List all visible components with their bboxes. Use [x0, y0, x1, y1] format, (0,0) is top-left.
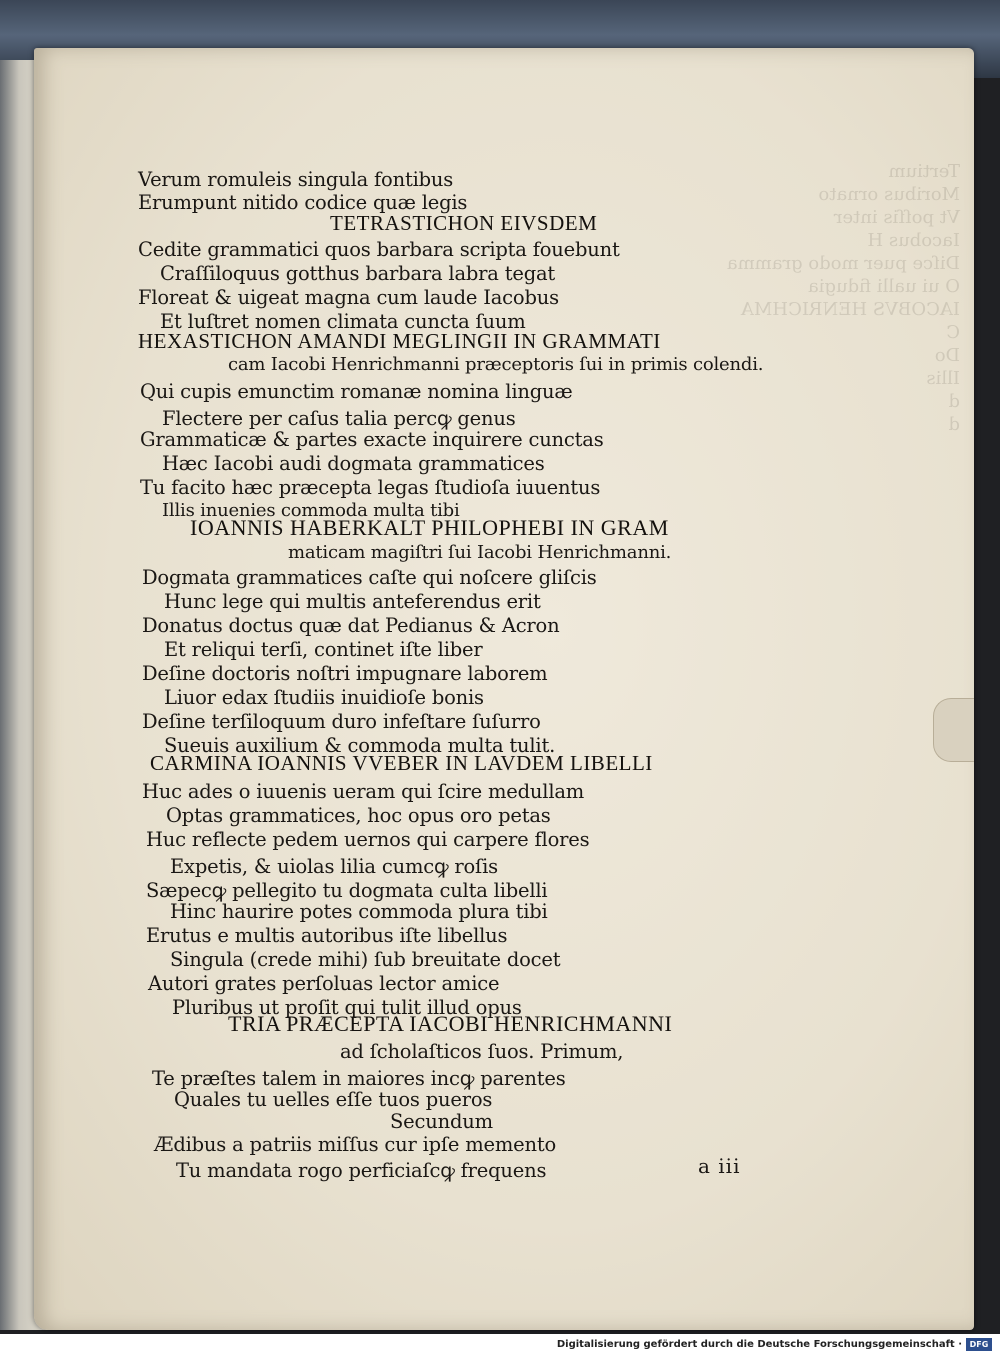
- verse-line: Sueuis auxilium & commoda multa tulit.: [164, 734, 556, 757]
- heading-continuation: ad ſcholaſticos ſuos. Primum,: [340, 1040, 624, 1063]
- subheading: Secundum: [390, 1110, 493, 1133]
- verse-line: Autori grates perſoluas lector amice: [148, 972, 500, 995]
- verse-line: Huc reflecte pedem uernos qui carpere flores: [146, 828, 590, 851]
- section-heading: TETRASTICHON EIVSDEM: [330, 211, 598, 235]
- verse-line: Et reliqui terſi, continet iſte liber: [164, 638, 483, 661]
- verse-line: Te præſtes talem in maiores incꝙ parentes: [152, 1067, 566, 1090]
- verse-line: Hæc Iacobi audi dogmata grammatices: [162, 452, 545, 475]
- verse-line: Hunc lege qui multis anteferendus erit: [164, 590, 541, 613]
- verse-line: Tu facito hæc præcepta legas ſtudioſa iuuentus: [140, 476, 601, 499]
- verse-line: Optas grammatices, hoc opus oro petas: [166, 804, 551, 827]
- verse-line: Donatus doctus quæ dat Pedianus & Acron: [142, 614, 560, 637]
- verse-line: Illis inuenies commoda multa tibi: [162, 500, 460, 521]
- verse-line: Ædibus a patriis miſſus cur ipſe memento: [154, 1133, 557, 1156]
- verse-line: Verum romuleis singula fontibus: [138, 168, 454, 191]
- verse-line: Expetis, & uiolas lilia cumcꝙ roſis: [170, 855, 498, 878]
- funding-credit: Digitalisierung gefördert durch die Deutsche Forschungsgemeinschaft ·: [556, 1339, 962, 1350]
- verse-line: Quales tu uelles eſſe tuos pueros: [174, 1088, 493, 1111]
- section-heading: HEXASTICHON AMANDI MEGLINGII IN GRAMMATI: [138, 329, 661, 353]
- section-heading: CARMINA IOANNIS VVEBER IN LAVDEM LIBELLI: [150, 751, 653, 775]
- verse-line: Erutus e multis autoribus iſte libellus: [146, 924, 508, 947]
- verse-line: Grammaticæ & partes exacte inquirere cunctas: [140, 428, 604, 451]
- section-heading: TRIA PRÆCEPTA IACOBI HENRICHMANNI: [228, 1011, 673, 1036]
- verse-line: Flectere per caſus talia percꝙ genus: [162, 407, 516, 430]
- verse-line: Huc ades o iuuenis ueram qui ſcire medullam: [142, 780, 585, 803]
- verse-line: Craſſiloquus gotthus barbara labra tegat: [160, 262, 556, 285]
- verse-line: Et luſtret nomen climata cuncta ſuum: [160, 310, 526, 333]
- verse-line: Hinc haurire potes commoda plura tibi: [170, 900, 548, 923]
- verse-line: Liuor edax ſtudiis inuidioſe bonis: [164, 686, 484, 709]
- dfg-logo: DFG: [966, 1338, 992, 1351]
- heading-continuation: maticam magiſtri ſui Iacobi Henrichmanni.: [288, 542, 672, 563]
- heading-continuation: cam Iacobi Henrichmanni præceptoris ſui in primis colendi.: [228, 354, 764, 375]
- verse-line: Sæpecꝙ pellegito tu dogmata culta libelli: [146, 879, 548, 902]
- signature-mark: a iii: [698, 1154, 741, 1178]
- verse-line: Pluribus ut proſit qui tulit illud opus: [172, 996, 522, 1019]
- verse-line: Erumpunt nitido codice quæ legis: [138, 191, 468, 214]
- verse-line: Tu mandata rogo perficiaſcꝙ frequens: [176, 1159, 547, 1182]
- verse-line: Cedite grammatici quos barbara scripta fouebunt: [138, 238, 620, 261]
- verse-line: Dogmata grammatices caſte qui noſcere gliſcis: [142, 566, 597, 589]
- verse-line: Qui cupis emunctim romanæ nomina linguæ: [140, 380, 573, 403]
- verse-line: Deſine doctoris noſtri impugnare laborem: [142, 662, 548, 685]
- verse-line: Floreat & uigeat magna cum laude Iacobus: [138, 286, 559, 309]
- verse-line: Deſine terſiloquum duro infeſtare ſuſurro: [142, 710, 541, 733]
- section-heading: IOANNIS HABERKALT PHILOPHEBI IN GRAM: [190, 515, 669, 540]
- verse-line: Singula (crede mihi) ſub breuitate docet: [170, 948, 561, 971]
- show-through-text: Tertium Moribus ornato Vt poſſis inter Iacobus H Diſce puer modo O ui ualli fidugia IACOBVS HENRICHMA C Do Illis d d: [740, 161, 960, 435]
